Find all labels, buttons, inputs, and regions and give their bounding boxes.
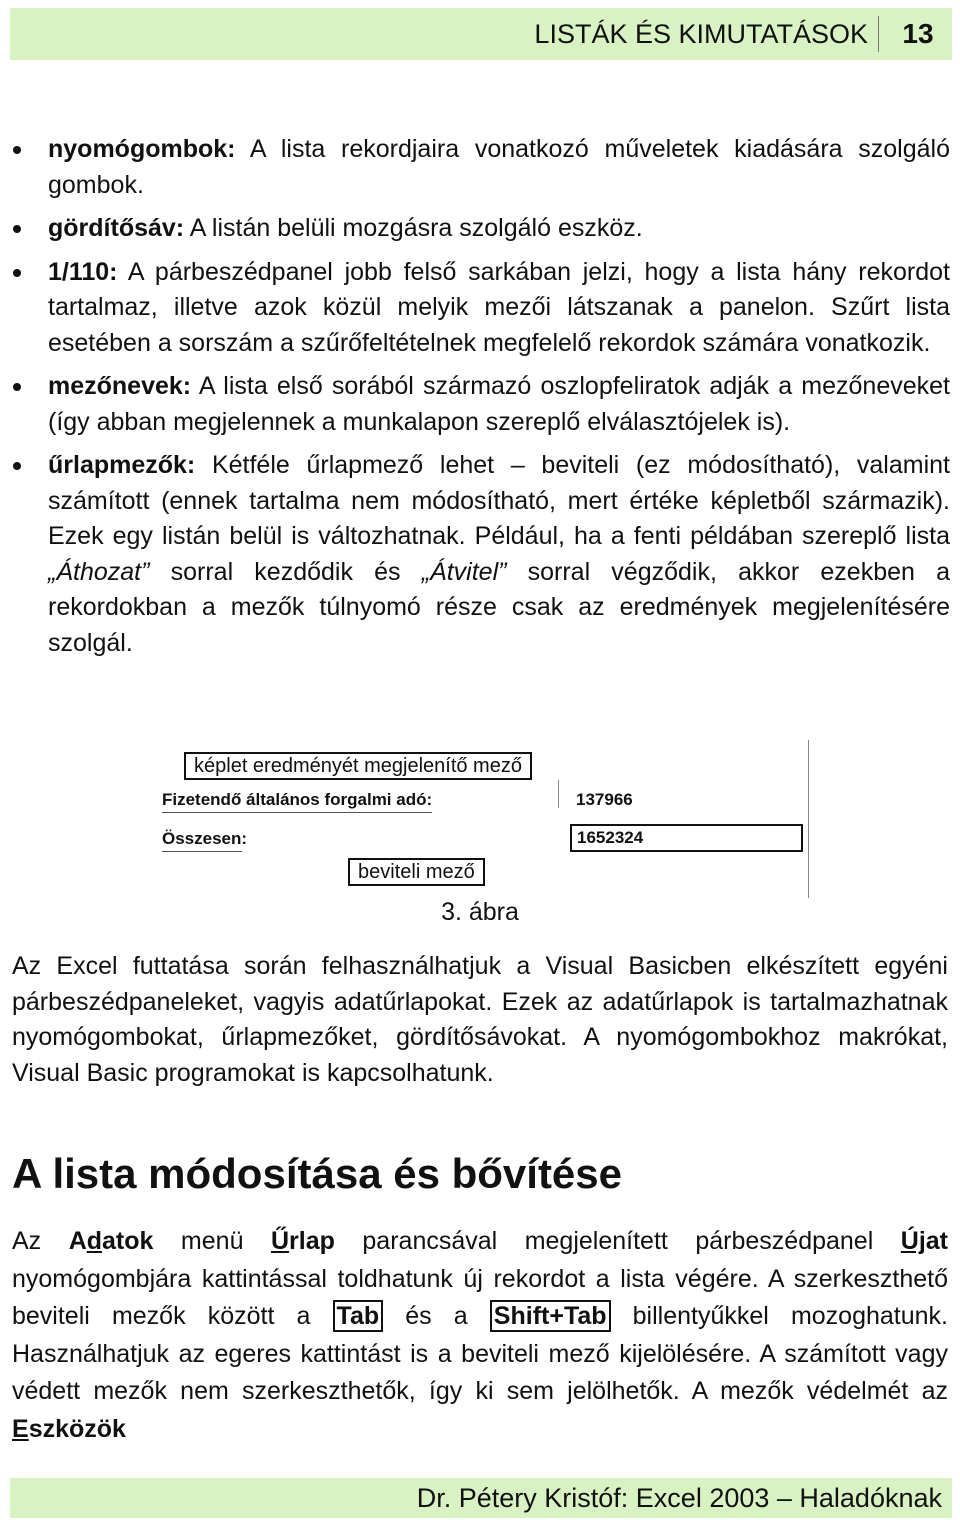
command-name-urlap: Űrlap	[270, 1227, 335, 1255]
page-number: 13	[902, 18, 934, 49]
figure-caption: 3. ábra	[441, 898, 519, 926]
formula-field-callout: képlet eredményét megjelenítő mező	[184, 752, 532, 780]
term: 1/110:	[48, 257, 118, 286]
list-item	[0, 211, 960, 247]
definition-part: sorral kezdődik és	[149, 557, 422, 586]
running-title: LISTÁK ÉS KIMUTATÁSOK	[534, 19, 868, 49]
callout-pointer-line	[558, 780, 559, 808]
footer-credit: Dr. Pétery Kristóf: Excel 2003 – Haladóknak	[416, 1483, 942, 1513]
label-underline	[162, 812, 432, 813]
page-header	[10, 8, 952, 60]
bullet-icon	[13, 462, 21, 470]
italic-term: „Átvitel”	[421, 557, 507, 586]
list-item	[0, 369, 960, 440]
section-heading: A lista módosítása és bővítése	[12, 1150, 623, 1197]
field-value-vat: 137966	[576, 790, 633, 809]
definition: A párbeszédpanel jobb felső sarkában jelzi, hogy a lista hány rekordot tartalmaz, illetve azok közül melyik mezői látszanak a panelon. Szűrt lista esetében a sorszám a szűrőfeltételnek megfelelő rekordok számára vonatkozik.	[48, 257, 950, 357]
key-shift-tab: Shift+Tab	[490, 1300, 611, 1332]
total-input-field[interactable]: 1652324	[570, 824, 803, 852]
list-item	[0, 132, 960, 203]
text: billentyűkkel mozoghatunk. Használhatjuk az egeres kattintást is a beviteli mező kijelölésére. A számított vagy védett mezők nem szerkeszthetők, így ki sem jelölhetők. A mezők védelmét az	[12, 1302, 948, 1405]
definition: A lista rekordjaira vonatkozó műveletek kiadására szolgáló gombok.	[48, 135, 950, 199]
menu-name-eszkozok: Eszközök	[12, 1414, 126, 1443]
button-name-ujat: Újat	[900, 1227, 948, 1255]
header-divider	[878, 16, 879, 52]
text: menü	[153, 1227, 271, 1255]
term: nyomógombok:	[48, 135, 236, 163]
menu-name-adatok: Adatok	[68, 1227, 154, 1255]
field-label-total: Összesen:	[162, 829, 248, 848]
term: űrlapmezők:	[48, 451, 196, 479]
list-item	[0, 448, 960, 661]
page-footer	[10, 1478, 952, 1518]
term: gördítősáv:	[48, 214, 185, 242]
definition-list	[0, 132, 960, 669]
definition: A lista első sorából származó oszlopfeliratok adják a mezőneveket (így abban megjelennek a munkalapon szereplő elválasztójelek is).	[48, 372, 950, 436]
form-field-figure	[150, 740, 810, 898]
definition: A listán belüli mozgásra szolgáló eszköz.	[184, 214, 643, 242]
term: mezőnevek:	[48, 372, 192, 400]
body-paragraph: Az Excel futtatása során felhasználhatjuk a Visual Basicben elkészített egyéni párbeszédpaneleket, vagyis adatűrlapokat. Ezek az adatűrlapok is tartalmazhatnak nyomógombokat, űrlapmezőket, gördítősávokat. A nyomógombokhoz makrókat, Visual Basic programokat is kapcsolhatunk.	[12, 952, 948, 1087]
label-underline	[162, 851, 242, 852]
text: parancsával megjelenített párbeszédpanel	[334, 1227, 901, 1255]
body-paragraph	[12, 1223, 948, 1448]
bullet-icon	[13, 225, 21, 233]
input-field-callout: beviteli mező	[348, 858, 485, 886]
text: nyomógombjára kattintással toldhatunk új rekordot a lista végére. A szerkeszthető beviteli mezők között a	[12, 1264, 948, 1330]
key-tab: Tab	[333, 1300, 384, 1332]
text: és a	[383, 1302, 490, 1330]
bullet-icon	[13, 383, 21, 391]
bullet-icon	[13, 269, 21, 277]
list-item	[0, 255, 960, 362]
italic-term: „Áthozat”	[48, 557, 150, 586]
definition-part: sorral végződik, akkor ezekben a rekordokban a mezők túlnyomó része csak az eredmények megjelenítésére szolgál.	[48, 557, 950, 657]
text: Az	[12, 1227, 69, 1255]
field-label-vat: Fizetendő általános forgalmi adó:	[162, 790, 433, 809]
dialog-edge	[808, 740, 809, 898]
bullet-icon	[13, 146, 21, 154]
definition-part: Kétféle űrlapmező lehet – beviteli (ez módosítható), valamint számított (ennek tartalma nem módosítható, mert értéke képletből származik). Ezek egy listán belül is változhatnak. Például, ha a fenti példában szereplő lista	[48, 451, 950, 550]
